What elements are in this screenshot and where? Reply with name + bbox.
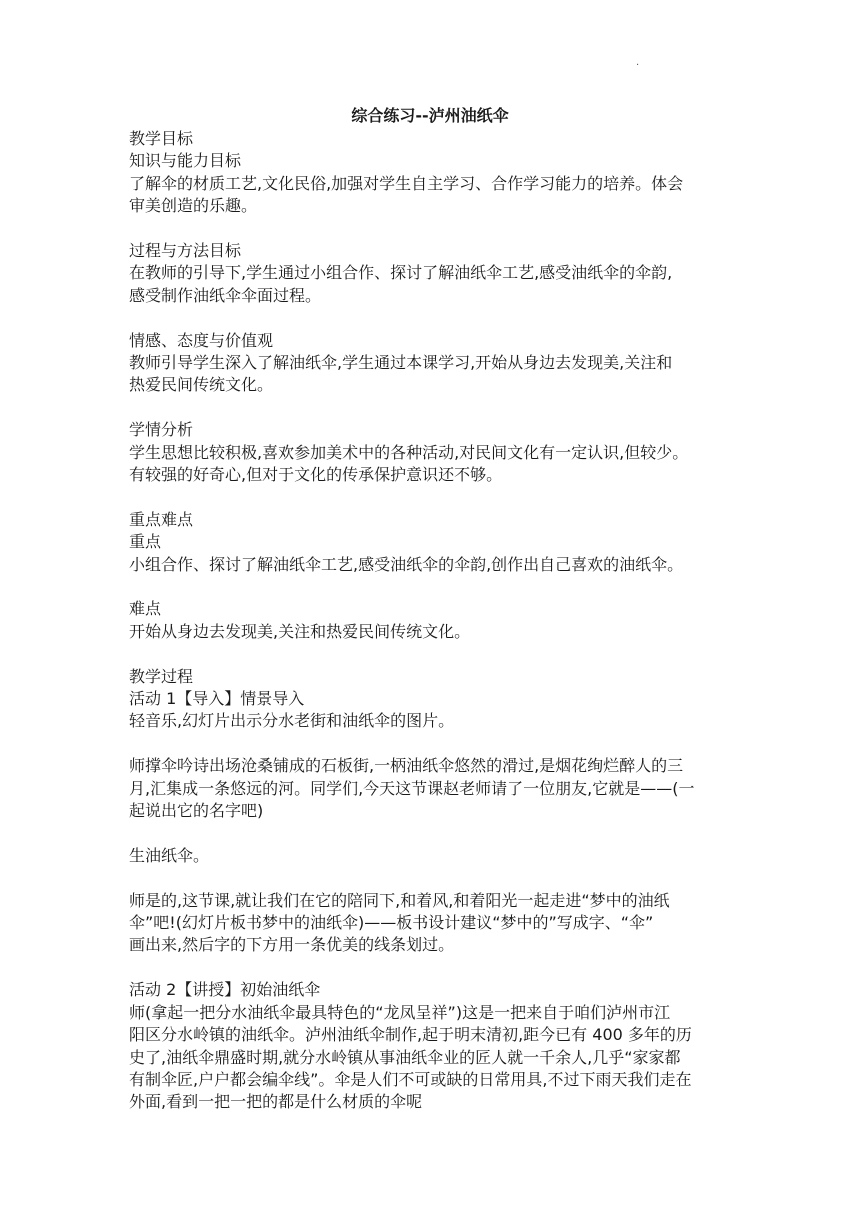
text-line: 知识与能力目标 [129,151,242,171]
text-line: 有较强的好奇心,但对于文化的传承保护意识还不够。 [129,465,503,485]
document-body [129,128,734,1114]
text-line: 阳区分水岭镇的油纸伞。泸州油纸伞制作,起于明末清初,距今已有 400 多年的历 [129,1025,692,1045]
text-line: 开始从身边去发现美,关注和热爱民间传统文化。 [129,621,471,641]
text-line: 情感、态度与价值观 [129,330,274,350]
document-title: 综合练习--泸州油纸伞 [351,106,509,125]
text-line: 小组合作、探讨了解油纸伞工艺,感受油纸伞的伞韵,创作出自己喜欢的油纸伞。 [129,554,684,574]
text-line: 难点 [129,599,162,619]
text-line: 外面,看到一把一把的都是什么材质的伞呢 [129,1092,423,1112]
text-line: 画出来,然后字的下方用一条优美的线条划过。 [129,935,455,955]
text-line: 教学目标 [129,129,194,148]
header-mark: . [636,57,640,68]
text-line: 活动 1【导入】情景导入 [129,689,305,709]
text-line: 伞”吧!(幻灯片板书梦中的油纸伞)——板书设计建议“梦中的”写成字、“伞” [129,913,654,933]
blank-line [129,218,734,240]
text-line: 了解伞的材质工艺,文化民俗,加强对学生自主学习、合作学习能力的培养。体会 [129,173,684,193]
text-line: 教学过程 [129,666,194,686]
text-line: 月,汇集成一条悠远的河。同学们,今天这节课赵老师请了一位朋友,它就是——(一 [129,778,695,798]
blank-line [129,307,734,329]
text-line: 生油纸伞。 [129,845,210,865]
blank-line [129,822,734,844]
text-line: 师撑伞吟诗出场沧桑铺成的石板街,一柄油纸伞悠然的滑过,是烟花绚烂醉人的三 [129,756,684,776]
text-line: 史了,油纸伞鼎盛时期,就分水岭镇从事油纸伞业的匠人就一千余人,几乎“家家都 [129,1047,681,1067]
text-line: 起说出它的名字吧) [129,801,264,821]
blank-line [129,733,734,755]
text-line: 热爱民间传统文化。 [129,375,274,395]
text-line: 重点 [129,532,162,552]
text-line: 有制伞匠,户户都会编伞线”。伞是人们不可或缺的日常用具,不过下雨天我们走在 [129,1069,692,1089]
blank-line [129,643,734,665]
text-line: 师是的,这节课,就让我们在它的陪同下,和着风,和着阳光一起走进“梦中的油纸 [129,890,670,910]
text-line: 师(拿起一把分水油纸伞最具特色的“龙凤呈祥”)这是一把来自于咱们泸州市江 [129,1002,671,1022]
blank-line [129,867,734,889]
text-line: 学情分析 [129,420,194,440]
text-line: 在教师的引导下,学生通过小组合作、探讨了解油纸伞工艺,感受油纸伞的伞韵, [129,263,673,283]
text-line: 活动 2【讲授】初始油纸伞 [129,980,321,1000]
text-line: 轻音乐,幻灯片出示分水老街和油纸伞的图片。 [129,711,455,731]
blank-line [129,957,734,979]
text-line: 过程与方法目标 [129,241,242,261]
text-line: 重点难点 [129,509,194,529]
text-line: 教师引导学生深入了解油纸伞,学生通过本课学习,开始从身边去发现美,关注和 [129,353,673,373]
blank-line [129,486,734,508]
blank-line [129,576,734,598]
text-line: 学生思想比较积极,喜欢参加美术中的各种活动,对民间文化有一定认识,但较少。 [129,442,689,462]
text-line: 感受制作油纸伞伞面过程。 [129,285,322,305]
text-line: 审美创造的乐趣。 [129,196,258,216]
blank-line [129,397,734,419]
